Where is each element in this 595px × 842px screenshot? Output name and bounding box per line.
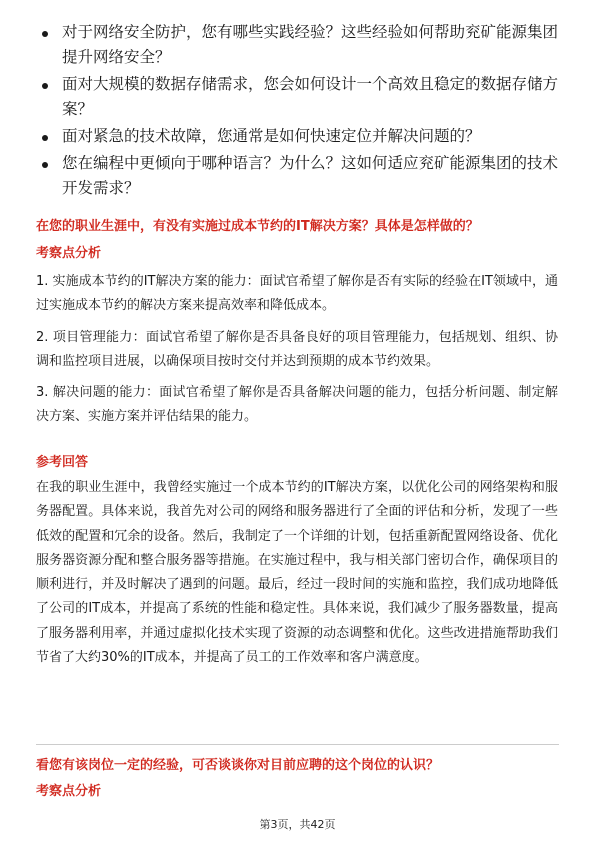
analysis-point: 1. 实施成本节约的IT解决方案的能力：面试官希望了解你是否有实际的经验在IT领域中，通过实施成本节约的解决方案来提高效率和降低成本。: [36, 274, 558, 314]
interview-question-heading: 看您有该岗位一定的经验，可否谈谈你对目前应聘的这个岗位的认识？: [36, 758, 440, 773]
bullet-text: 面对大规模的数据存储需求，您会如何设计一个高效且稳定的数据存储方案？: [62, 75, 559, 118]
bullet-item: [38, 72, 558, 122]
bullet-text: 对于网络安全防护，您有哪些实践经验？这些经验如何帮助兖矿能源集团提升网络安全？: [62, 23, 559, 66]
analysis-point: 2. 项目管理能力：面试官希望了解你是否具备良好的项目管理能力，包括规划、组织、协调和监控项目进展，以确保项目按时交付并达到预期的成本节约效果。: [36, 330, 558, 370]
reference-answer-text: 在我的职业生涯中，我曾经实施过一个成本节约的IT解决方案，以优化公司的网络架构和服务器配置。具体来说，我首先对公司的网络和服务器进行了全面的评估和分析，发现了一些低效的配置和冗余的设备。然后，我制定了一个详细的计划，包括重新配置网络设备、优化服务器资源分配和整合服务器等措施。在实施过程中，我与相关部门密切合作，确保项目的顺利进行，并及时解决了遇到的问题。最后，经过一段时间的实施和监控，我们成功地降低了公司的IT成本，并提高了系统的性能和稳定性。具体来说，我们减少了服务器数量，提高了服务器利用率，并通过虚拟化技术实现了资源的动态调整和优化。这些改进措施帮助我们节省了大约30%的IT成本，并提高了员工的工作效率和客户满意度。: [36, 480, 558, 666]
analysis-heading: 考察点分析: [36, 784, 102, 799]
analysis-heading: 考察点分析: [36, 246, 102, 261]
bullet-dot-icon: [42, 135, 48, 141]
bullet-item: [38, 151, 558, 201]
interview-question-heading: 在您的职业生涯中，有没有实施过成本节约的IT解决方案？具体是怎样做的？: [36, 219, 479, 234]
bullet-dot-icon: [42, 162, 48, 168]
bullet-item: [38, 124, 558, 149]
analysis-point: 3. 解决问题的能力：面试官希望了解你是否具备解决问题的能力，包括分析问题、制定解决方案、实施方案并评估结果的能力。: [36, 385, 558, 425]
reference-answer-heading: 参考回答: [36, 455, 89, 470]
bullet-text: 面对紧急的技术故障，您通常是如何快速定位并解决问题的？: [62, 127, 481, 145]
page-number: 第3页，共42页: [259, 818, 336, 831]
bullet-dot-icon: [42, 31, 48, 37]
section-divider: [36, 744, 559, 745]
bullet-dot-icon: [42, 83, 48, 89]
question-bullet-list: [38, 20, 558, 203]
bullet-text: 您在编程中更倾向于哪种语言？为什么？这如何适应兖矿能源集团的技术开发需求？: [62, 154, 559, 197]
bullet-item: [38, 20, 558, 70]
